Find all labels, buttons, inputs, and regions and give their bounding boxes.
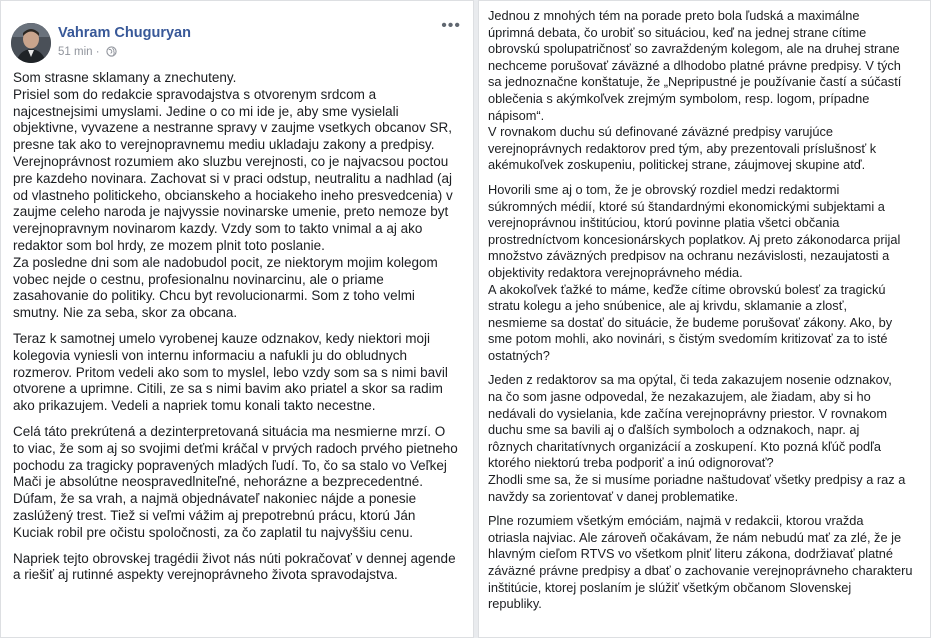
globe-icon[interactable] — [106, 46, 117, 60]
post-paragraph: Som strasne sklamany a znechuteny. Prisiel som do redakcie spravodajstva s otvorenym srdcom a najcestnejsimi umyslami. Jedine o co mi ide je, aby sme vysielali objektivne, vyvazene a nestranne spravy v zaujme vsetkych obcanov SR, presne tak ako to verejnopravnemu mediu ukladaju zakony a predpisy. Verejnoprávnost rozumiem ako sluzbu verejnosti, co je najvacsou poctou pre kazdeho novinara. Zachovat si v praci odstup, neutralitu a nadhlad (aj od vlastneho politickeho, obcianskeho a hociakeho ineho presvedcenia) v zaujme celeho naroda je najvyssie novinarske umenie, preto nemoze byt verejnopravnym novinarom kazdy. Vzdy som to takto vnimal a aj ako redaktor som bol hrdy, ze mozem plnit toto poslanie. Za posledne dni som ale nadobudol pocit, ze niektorym mojim kolegom vobec nejde o cestnu, profesionalnu novinarcinu, ale o priame zasahovanie do politiky. Chcu byt revolucionarmi. Som z toho velmi smutny. Nie za seba, skor za obcana. — [13, 70, 453, 321]
post-paragraph: Napriek tejto obrovskej tragédii život nás núti pokračovať v dennej agende a riešiť aj rutinné aspekty verejnoprávneho života spravodajstva. — [13, 550, 456, 583]
post-body-left — [13, 70, 465, 584]
post-header — [1, 1, 473, 65]
post-time[interactable]: 51 min — [58, 46, 93, 58]
meta-separator: · — [95, 46, 100, 58]
post-paragraph: Hovorili sme aj o tom, že je obrovský rozdiel medzi redaktormi súkromných médií, ktoré sú štandardnými ekonomickými subjektami a verejnoprávnou inštitúciou, ktorú povinne platia všetci občania prostredníctvom koncesionárskych poplatkov. Aj preto zákonodarca prijal množstvo záväzných predpisov na ochranu nezávislosti, nezaujatosti a objektivity redaktora verejnoprávneho média. A akokoľvek ťažké to máme, keďže cítime obrovskú bolesť za tragickú stratu kolegu a jeho snúbenice, ale aj krivdu, sklamanie a zlosť, nesmieme sa dostať do situácie, že budeme porušovať zákony. Ako, by sme potom mohli, ako novinári, s čistým svedomím kritizovať za to isté ostatných? — [488, 181, 901, 363]
post-paragraph: Jednou z mnohých tém na porade preto bola ľudská a maximálne úprimná debata, čo urobiť so situáciou, keď na jednej strane cítime obrovskú spolupatričnosť so zavraždeným kolegom, ale na druhej strane nechceme porušovať záväzné a dlhodobo platné právne predpisy. V tých sa jednoznačne konštatuje, že „Nepripustné je používanie častí a súčastí oblečenia s akýmkoľvek zrejmým symbolom, resp. logom, prípadne nápisom“. V rovnakom duchu sú definované záväzné predpisy varujúce verejnoprávnych redaktorov pred tým, aby prezentovali príslušnosť k akémukoľvek zoskupeniu, politickej strane, záujmovej skupine atď. — [488, 8, 902, 173]
post-paragraph: Celá táto prekrútená a dezinterpretovaná situácia ma nesmierne mrzí. O to viac, že som aj so svojimi deťmi kráčal v prvých radoch prvého pietneho pochodu za tragicky popravených mladých ľudí. To, čo sa stalo vo Veľkej Mači je absolútne neospravedlniteľné, nehorázne a bezprecedentné. Dúfam, že sa vrah, a najmä objednávateľ nakoniec nájde a ponesie zaslúžený trest. Tiež si veľmi vážim aj prepotrebnú prácu, ktorú Ján Kuciak robil pre očistu spoločnosti, za čo zaplatil tu najvyššiu cenu. — [13, 423, 458, 540]
post-meta — [58, 46, 117, 60]
post-right-panel — [478, 0, 931, 638]
post-paragraph: Teraz k samotnej umelo vyrobenej kauze odznakov, kedy niektori moji kolegovia vyniesli von internu informaciu a nafukli ju do obludnych rozmerov. Pritom vedeli ako som to myslel, lebo vzdy som sa s nimi bavil otvorene a uprimne. Citili, ze sa s nimi bavim ako priatel a skor sa radim ako prikazujem. Vedeli a napriek tomu konali takto necestne. — [13, 330, 448, 414]
more-options-button[interactable]: ••• — [441, 17, 461, 34]
post-paragraph: Plne rozumiem všetkým emóciám, najmä v redakcii, ktorou vražda otriasla najviac. Ale zároveň očakávam, že nám nebudú mať za zlé, že je hlavným cieľom RTVS vo všetkom plniť literu zákona, dodržiavať platné záväzné právne predpisy a dbať o zachovanie verejnoprávneho charakteru inštitúcie, ktorej poslaním je slúžiť všetkým občanom Slovenskej republiky. — [488, 513, 913, 612]
author-name[interactable]: Vahram Chuguryan — [58, 25, 191, 41]
avatar[interactable] — [11, 23, 51, 63]
post-paragraph: Jeden z redaktorov sa ma opýtal, či teda zakazujem nosenie odznakov, na čo som jasne odpovedal, že nezakazujem, ale žiadam, aby si ho nedávali do vysielania, kde začína verejnoprávny priestor. V rovnakom duchu sme sa bavili aj o ďalších symboloch a odznakoch, napr. aj rôznych charitatívnych organizácií a zoskupení. Kto pozná kľúč podľa ktorého niektorú treba podporiť a inú odignorovať? Zhodli sme sa, že si musíme poriadne naštudovať všetky predpisy a raz a navždy sa zorientovať v danej problematike. — [488, 372, 906, 504]
avatar-photo-icon — [11, 23, 51, 63]
post-body-right — [488, 8, 924, 613]
